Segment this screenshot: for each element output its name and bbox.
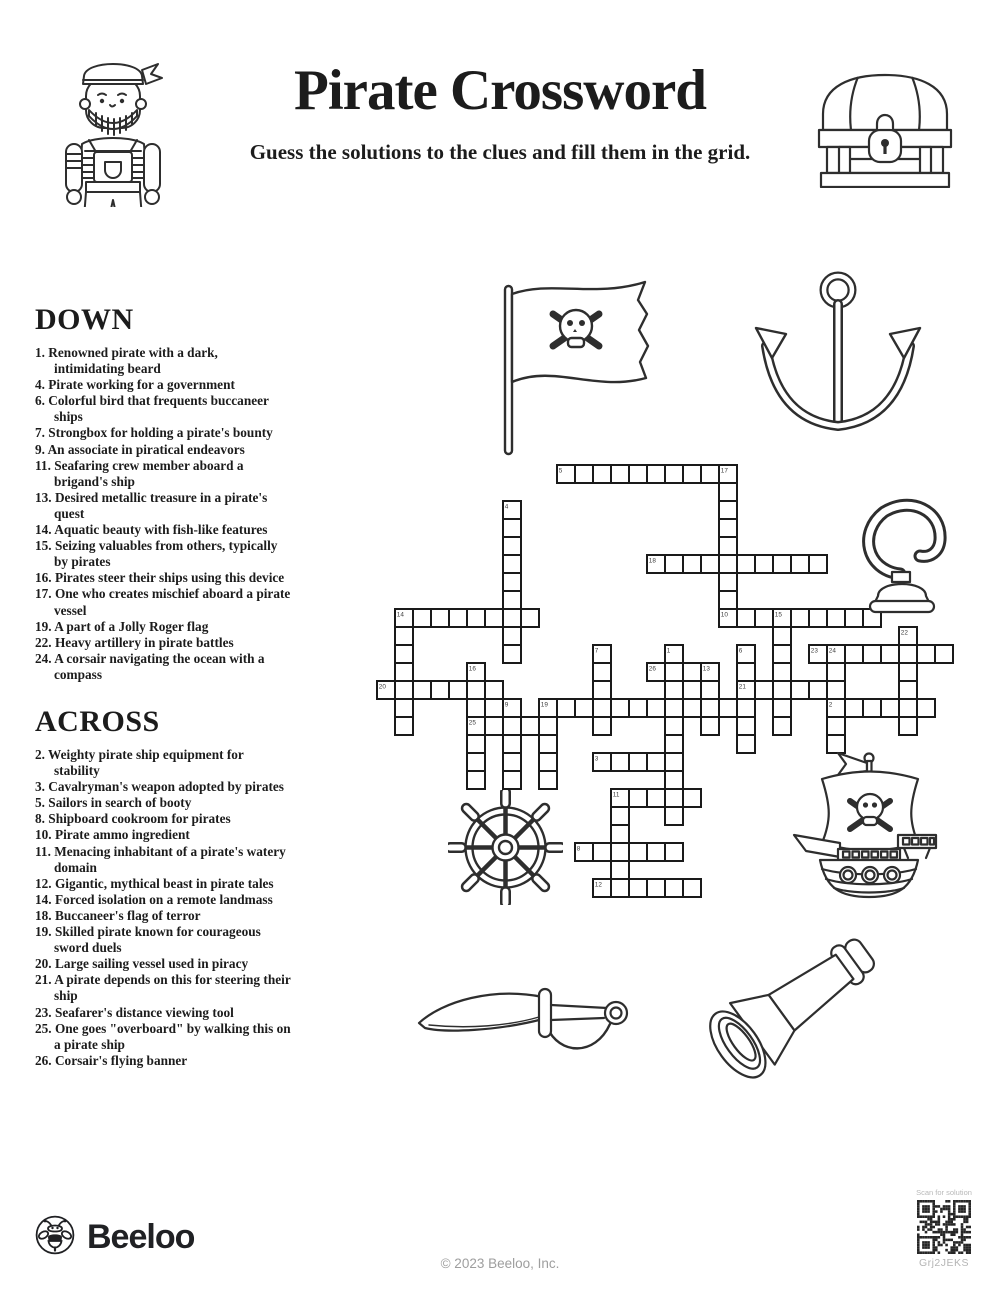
copyright-text: © 2023 Beeloo, Inc. <box>440 1256 560 1271</box>
clue-item: 20. Large sailing vessel used in piracy <box>35 956 249 972</box>
svg-text:3: 3 <box>594 755 599 763</box>
page-subtitle: Guess the solutions to the clues and fill them in the grid. <box>249 140 751 164</box>
qr-block <box>899 1188 989 1269</box>
clue-item: 7. Strongbox for holding a pirate's bounty <box>35 425 273 441</box>
svg-text:26: 26 <box>648 665 656 673</box>
ship-wheel-icon <box>448 790 563 905</box>
clue-item: 19. Skilled pirate known for courageous sword duels <box>35 924 261 956</box>
across-heading: ACROSS <box>35 705 160 738</box>
svg-text:9: 9 <box>504 701 509 709</box>
clue-item: 4. Pirate working for a government <box>35 377 235 393</box>
clue-item: 18. Buccaneer's flag of terror <box>35 907 201 923</box>
clue-item: 19. A part of a Jolly Roger flag <box>35 618 209 634</box>
clue-item: 22. Heavy artillery in pirate battles <box>35 634 234 650</box>
svg-text:18: 18 <box>648 557 656 565</box>
svg-text:11: 11 <box>612 791 620 799</box>
clue-item: 14. Aquatic beauty with fish-like features <box>35 522 268 538</box>
anchor-icon <box>748 266 928 454</box>
cutlass-sword-icon <box>413 975 638 1067</box>
svg-text:14: 14 <box>396 611 404 619</box>
svg-text:17: 17 <box>720 467 728 475</box>
clue-item: 25. One goes "overboard" by walking this on a pirate ship <box>35 1020 291 1052</box>
svg-text:24: 24 <box>828 647 836 655</box>
spyglass-icon <box>688 916 888 1101</box>
clue-item: 9. An associate in piratical endeavors <box>35 441 245 457</box>
page-title: Pirate Crossword <box>294 59 706 122</box>
clue-item: 2. Weighty pirate ship equipment for stability <box>35 747 244 779</box>
svg-text:2: 2 <box>828 701 833 709</box>
pirate-character-icon <box>58 52 168 207</box>
clue-item: 26. Corsair's flying banner <box>35 1052 188 1068</box>
down-clue-list <box>35 345 291 683</box>
svg-text:6: 6 <box>738 647 743 655</box>
beeloo-logo <box>35 1215 194 1260</box>
clue-item: 17. One who creates mischief aboard a pirate vessel <box>35 586 291 618</box>
pirate-ship-icon <box>786 745 944 903</box>
across-clues-section <box>35 705 291 1069</box>
clue-item: 3. Cavalryman's weapon adopted by pirates <box>35 779 284 795</box>
svg-text:23: 23 <box>810 647 818 655</box>
clue-item: 21. A pirate depends on this for steering their ship <box>35 972 291 1004</box>
clue-item: 15. Seizing valuables from others, typically by pirates <box>35 538 278 570</box>
treasure-chest-icon <box>813 68 958 188</box>
clue-item: 11. Seafaring crew member aboard a brigand's ship <box>35 457 244 489</box>
svg-text:8: 8 <box>576 845 581 853</box>
svg-text:5: 5 <box>558 467 563 475</box>
clue-item: 14. Forced isolation on a remote landmass <box>35 891 273 907</box>
across-clue-list <box>35 747 291 1069</box>
qr-code-text: Grj2JEKS <box>918 1257 970 1269</box>
down-heading: DOWN <box>35 303 134 336</box>
bee-icon <box>35 1215 75 1260</box>
svg-text:7: 7 <box>594 647 599 655</box>
svg-text:4: 4 <box>504 503 509 511</box>
svg-text:1: 1 <box>666 647 671 655</box>
svg-text:25: 25 <box>468 719 476 727</box>
svg-text:22: 22 <box>900 629 908 637</box>
svg-text:15: 15 <box>774 611 782 619</box>
qr-scan-label: Scan for solution <box>916 1188 972 1197</box>
down-clues-section <box>35 303 291 683</box>
clue-item: 23. Seafarer's distance viewing tool <box>35 1004 234 1020</box>
svg-text:16: 16 <box>468 665 476 673</box>
clue-item: 8. Shipboard cookroom for pirates <box>35 811 231 827</box>
svg-text:10: 10 <box>720 611 728 619</box>
clue-item: 24. A corsair navigating the ocean with a compass <box>35 650 265 682</box>
clue-item: 10. Pirate ammo ingredient <box>35 827 190 843</box>
pirate-flag-icon <box>495 272 675 462</box>
clue-item: 12. Gigantic, mythical beast in pirate tales <box>35 875 274 891</box>
svg-text:12: 12 <box>594 881 602 889</box>
clue-item: 16. Pirates steer their ships using this device <box>35 570 285 586</box>
beeloo-logo-text: Beeloo <box>87 1218 195 1256</box>
clue-item: 13. Desired metallic treasure in a pirate's quest <box>35 489 268 521</box>
hook-icon <box>850 496 955 618</box>
svg-text:13: 13 <box>702 665 710 673</box>
clue-item: 5. Sailors in search of booty <box>35 795 192 811</box>
qr-code <box>917 1200 971 1254</box>
svg-text:21: 21 <box>738 683 746 691</box>
clue-item: 11. Menacing inhabitant of a pirate's watery domain <box>35 843 286 875</box>
clue-item: 1. Renowned pirate with a dark, intimidating beard <box>35 345 218 377</box>
svg-text:19: 19 <box>540 701 548 709</box>
clue-item: 6. Colorful bird that frequents buccaneer ships <box>35 393 269 425</box>
svg-text:20: 20 <box>378 683 386 691</box>
